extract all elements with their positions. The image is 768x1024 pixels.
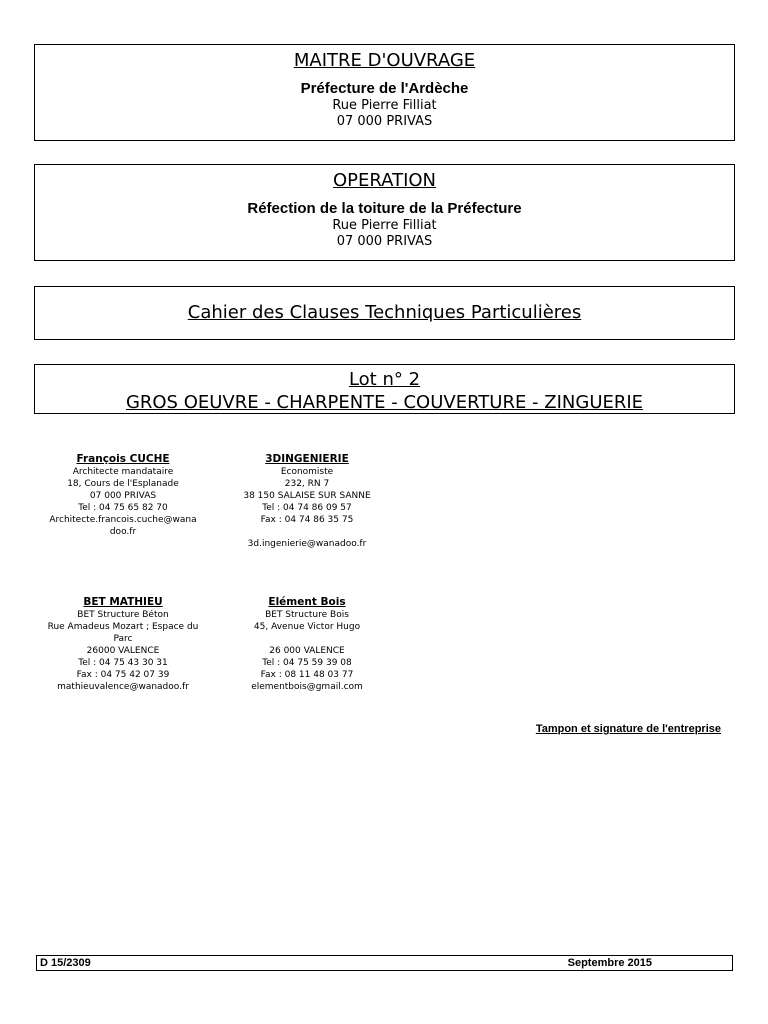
contact-cuche xyxy=(18,452,228,538)
contact-3dingenierie xyxy=(207,452,407,550)
contact-tel: Tel : 04 75 43 30 31 xyxy=(78,658,168,668)
contact-role: BET Structure Bois xyxy=(265,610,349,620)
contact-email: elementbois@gmail.com xyxy=(251,682,363,692)
contact-city: 26000 VALENCE xyxy=(86,646,160,656)
contact-email: Architecte.francois.cuche@wana xyxy=(49,515,197,525)
contact-fax: Fax : 04 75 42 07 39 xyxy=(76,670,170,680)
contact-tel: Tel : 04 75 59 39 08 xyxy=(262,658,352,668)
maitre-ouvrage-name: Préfecture de l'Ardèche xyxy=(300,80,469,97)
contact-role: Architecte mandataire xyxy=(72,467,174,477)
spacer xyxy=(207,633,407,645)
contact-fax: Fax : 08 11 48 03 77 xyxy=(260,670,354,680)
lot-number: Lot n° 2 xyxy=(348,369,421,390)
contact-city: 38 150 SALAISE SUR SANNE xyxy=(243,491,371,501)
contact-tel: Tel : 04 74 86 09 57 xyxy=(262,503,352,513)
lot-name: GROS OEUVRE - CHARPENTE - COUVERTURE - ZINGUERIE xyxy=(125,392,644,413)
contact-email-cont: doo.fr xyxy=(109,527,137,537)
contact-role: Economiste xyxy=(280,467,334,477)
document-reference: D 15/2309 xyxy=(40,957,91,969)
contact-name: BET MATHIEU xyxy=(83,596,163,608)
contact-address: 45, Avenue Victor Hugo xyxy=(253,622,361,632)
operation-name: Réfection de la toiture de la Préfecture xyxy=(247,200,522,217)
maitre-ouvrage-box xyxy=(34,44,735,141)
maitre-ouvrage-street: Rue Pierre Filliat xyxy=(332,98,437,113)
operation-street: Rue Pierre Filliat xyxy=(332,218,437,233)
cctp-box xyxy=(34,286,735,340)
footer-box xyxy=(36,955,733,971)
contact-city: 07 000 PRIVAS xyxy=(89,491,157,501)
contact-address: 18, Cours de l'Esplanade xyxy=(67,479,179,489)
contact-email: 3d.ingenierie@wanadoo.fr xyxy=(247,539,367,549)
contact-bet-mathieu xyxy=(18,595,228,693)
operation-box xyxy=(34,164,735,261)
contact-city: 26 000 VALENCE xyxy=(269,646,345,656)
contact-address-cont: Parc xyxy=(113,634,133,644)
contact-address: 232, RN 7 xyxy=(284,479,330,489)
maitre-ouvrage-title: MAITRE D'OUVRAGE xyxy=(293,50,476,71)
maitre-ouvrage-city: 07 000 PRIVAS xyxy=(336,114,433,129)
contact-name: 3DINGENIERIE xyxy=(265,453,349,465)
contact-fax: Fax : 04 74 86 35 75 xyxy=(260,515,354,525)
contact-email: mathieuvalence@wanadoo.fr xyxy=(57,682,189,692)
contact-name: François CUCHE xyxy=(76,453,170,465)
contact-role: BET Structure Béton xyxy=(77,610,169,620)
contact-element-bois xyxy=(207,595,407,693)
contact-name: Elément Bois xyxy=(268,596,346,608)
spacer xyxy=(207,526,407,538)
contact-address: Rue Amadeus Mozart ; Espace du xyxy=(47,622,199,632)
cctp-title: Cahier des Clauses Techniques Particulières xyxy=(187,302,582,323)
stamp-signature-label: Tampon et signature de l'entreprise xyxy=(535,723,721,735)
operation-city: 07 000 PRIVAS xyxy=(336,234,433,249)
lot-box xyxy=(34,364,735,414)
document-date: Septembre 2015 xyxy=(567,957,652,969)
operation-title: OPERATION xyxy=(332,170,437,191)
contact-tel: Tel : 04 75 65 82 70 xyxy=(78,503,168,513)
